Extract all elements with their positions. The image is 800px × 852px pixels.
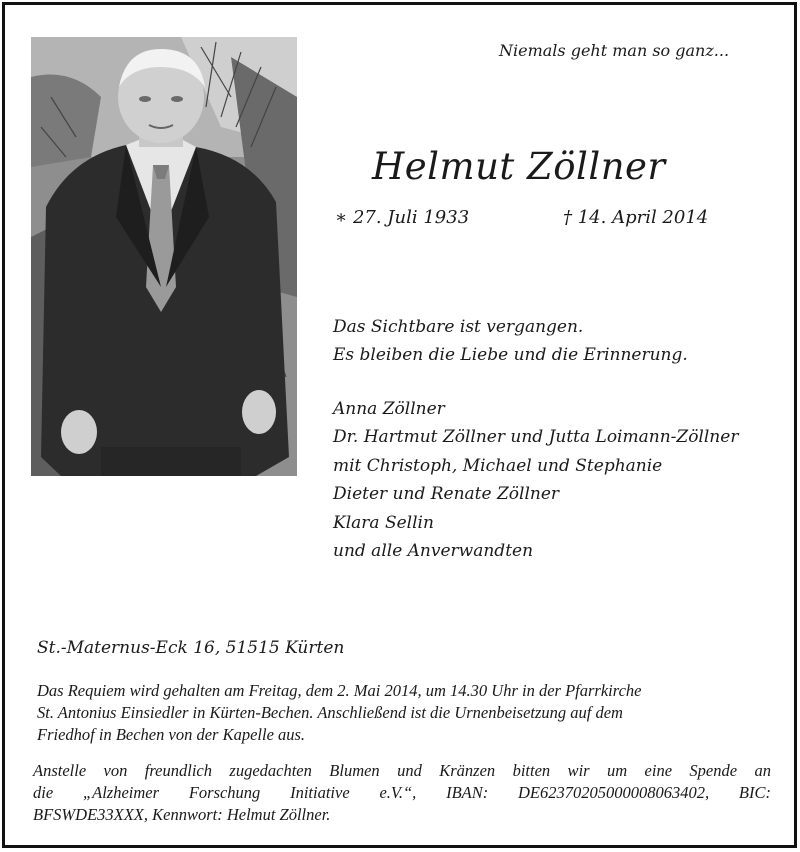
deceased-name: Helmut Zöllner <box>372 145 666 188</box>
mourner-entry: Dieter und Renate Zöllner <box>333 484 560 505</box>
requiem-line: Friedhof in Bechen von der Kapelle aus. <box>37 725 306 744</box>
mourner-entry: mit Christoph, Michael und Stephanie <box>333 455 663 476</box>
requiem-line: St. Antonius Einsiedler in Kürten-Bechen. Anschließend ist die Urnenbeisetzung auf dem <box>37 703 623 722</box>
birth-date: ∗ 27. Juli 1933 <box>335 207 470 228</box>
mourner-entry: Anna Zöllner <box>333 399 445 419</box>
quote-line: Es bleiben die Liebe und die Erinnerung. <box>333 345 688 365</box>
mourner-entry: Dr. Hartmut Zöllner und Jutta Loimann-Zöllner <box>333 427 739 448</box>
motto-text: Niemals geht man so ganz... <box>499 41 730 60</box>
memorial-quote <box>333 313 688 369</box>
requiem-line: Das Requiem wird gehalten am Freitag, dem 2. Mai 2014, um 14.30 Uhr in der Pfarrkirche <box>37 681 642 700</box>
mourner-entry: und alle Anverwandten <box>333 541 534 562</box>
donation-request <box>33 760 771 826</box>
donation-line: BFSWDE33XXX, Kennwort: Helmut Zöllner. <box>33 805 331 824</box>
donation-line: die „Alzheimer Forschung Initiative e.V.“, IBAN: DE62370205000008063402, BIC: <box>33 783 771 802</box>
mourner-entry: Klara Sellin <box>333 512 434 533</box>
donation-line: Anstelle von freundlich zugedachten Blumen und Kränzen bitten wir um eine Spende an <box>33 761 771 780</box>
mourners-list <box>333 395 738 565</box>
requiem-notice <box>37 680 777 746</box>
quote-line: Das Sichtbare ist vergangen. <box>333 317 584 337</box>
death-date: † 14. April 2014 <box>563 207 709 228</box>
family-address: St.-Maternus-Eck 16, 51515 Kürten <box>37 638 345 658</box>
portrait-photo <box>31 37 297 476</box>
